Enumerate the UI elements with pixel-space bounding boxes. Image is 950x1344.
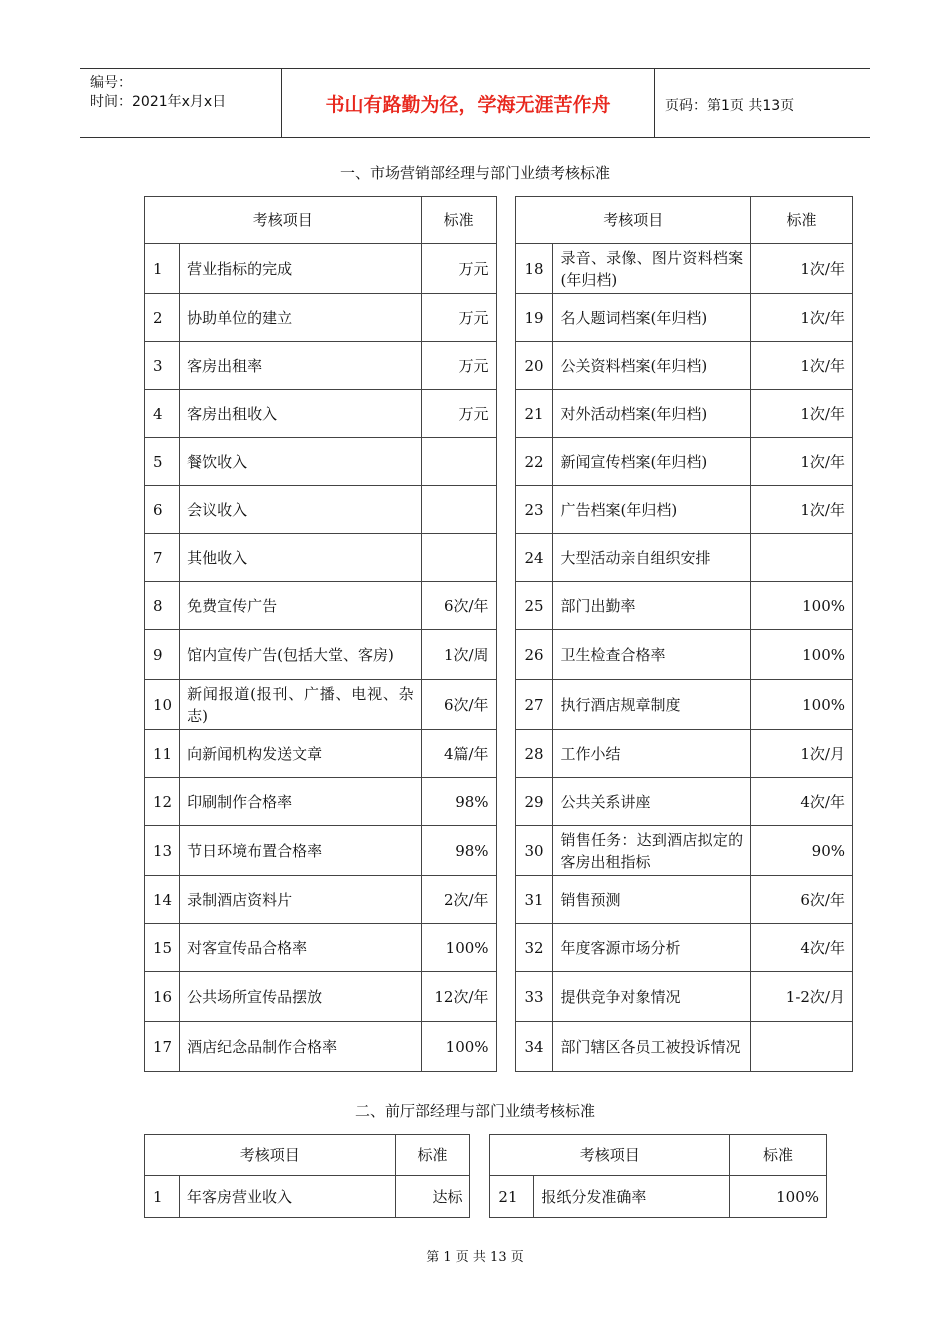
table-gap xyxy=(496,342,516,390)
row-number: 25 xyxy=(516,582,553,630)
row-item: 营业指标的完成 xyxy=(180,244,422,294)
row-standard: 100% xyxy=(751,582,853,630)
row-number: 23 xyxy=(516,486,553,534)
row-item: 执行酒店规章制度 xyxy=(553,680,751,730)
row-number: 21 xyxy=(490,1176,534,1218)
table-gap xyxy=(496,924,516,972)
row-standard: 1-2次/月 xyxy=(751,972,853,1022)
row-standard xyxy=(421,486,496,534)
table-row xyxy=(145,876,853,924)
table-row xyxy=(145,1176,827,1218)
table-gap xyxy=(496,390,516,438)
table-gap xyxy=(470,1135,490,1176)
table-gap xyxy=(496,438,516,486)
row-number: 13 xyxy=(145,826,180,876)
row-item: 新闻宣传档案(年归档) xyxy=(553,438,751,486)
row-standard: 100% xyxy=(421,1022,496,1072)
table-row xyxy=(145,826,853,876)
row-standard: 12次/年 xyxy=(421,972,496,1022)
row-standard: 2次/年 xyxy=(421,876,496,924)
row-number: 9 xyxy=(145,630,180,680)
row-item: 大型活动亲自组织安排 xyxy=(553,534,751,582)
table-gap xyxy=(496,630,516,680)
row-standard: 1次/月 xyxy=(751,730,853,778)
table-row xyxy=(145,730,853,778)
table-gap xyxy=(496,486,516,534)
section2-table xyxy=(144,1134,827,1218)
row-number: 11 xyxy=(145,730,180,778)
table-row xyxy=(145,1022,853,1072)
table-header-row xyxy=(145,1135,827,1176)
header-motto: 书山有路勤为径，学海无涯苦作舟 xyxy=(282,69,655,137)
row-item: 部门辖区各员工被投诉情况 xyxy=(553,1022,751,1072)
row-item: 工作小结 xyxy=(553,730,751,778)
row-standard: 达标 xyxy=(395,1176,470,1218)
row-item: 节日环境布置合格率 xyxy=(180,826,422,876)
header-meta-cell xyxy=(80,69,282,137)
row-item: 印刷制作合格率 xyxy=(180,778,422,826)
table-gap xyxy=(496,534,516,582)
row-item: 客房出租率 xyxy=(180,342,422,390)
col-header-item: 考核项目 xyxy=(490,1135,730,1176)
col-header-std: 标准 xyxy=(730,1135,827,1176)
row-item: 部门出勤率 xyxy=(553,582,751,630)
row-item: 协助单位的建立 xyxy=(180,294,422,342)
row-standard: 万元 xyxy=(421,390,496,438)
row-standard: 1次/年 xyxy=(751,390,853,438)
table-row xyxy=(145,924,853,972)
col-header-item: 考核项目 xyxy=(145,1135,396,1176)
row-item: 年度客源市场分析 xyxy=(553,924,751,972)
row-standard: 100% xyxy=(751,630,853,680)
row-item: 录制酒店资料片 xyxy=(180,876,422,924)
row-standard: 98% xyxy=(421,778,496,826)
row-number: 15 xyxy=(145,924,180,972)
table-row xyxy=(145,534,853,582)
row-number: 34 xyxy=(516,1022,553,1072)
table-row xyxy=(145,486,853,534)
row-standard: 6次/年 xyxy=(421,680,496,730)
row-standard: 98% xyxy=(421,826,496,876)
row-number: 14 xyxy=(145,876,180,924)
section1-title: 一、市场营销部经理与部门业绩考核标准 xyxy=(339,164,610,182)
row-number: 32 xyxy=(516,924,553,972)
row-item: 提供竞争对象情况 xyxy=(553,972,751,1022)
row-number: 16 xyxy=(145,972,180,1022)
table-row xyxy=(145,582,853,630)
row-item: 新闻报道(报刊、广播、电视、杂志) xyxy=(180,680,422,730)
row-item: 客房出租收入 xyxy=(180,390,422,438)
table-row xyxy=(145,778,853,826)
table-row xyxy=(145,680,853,730)
table-gap xyxy=(496,876,516,924)
row-item: 广告档案(年归档) xyxy=(553,486,751,534)
row-number: 8 xyxy=(145,582,180,630)
row-number: 7 xyxy=(145,534,180,582)
col-header-item: 考核项目 xyxy=(145,197,422,244)
row-number: 22 xyxy=(516,438,553,486)
table-row xyxy=(145,390,853,438)
row-number: 5 xyxy=(145,438,180,486)
row-standard: 4次/年 xyxy=(751,778,853,826)
col-header-std: 标准 xyxy=(421,197,496,244)
row-standard xyxy=(751,1022,853,1072)
row-number: 31 xyxy=(516,876,553,924)
row-standard: 万元 xyxy=(421,294,496,342)
row-item: 公关资料档案(年归档) xyxy=(553,342,751,390)
row-item: 录音、录像、图片资料档案(年归档) xyxy=(553,244,751,294)
row-item: 公共关系讲座 xyxy=(553,778,751,826)
row-number: 1 xyxy=(145,244,180,294)
row-number: 27 xyxy=(516,680,553,730)
table-gap xyxy=(496,1022,516,1072)
row-number: 17 xyxy=(145,1022,180,1072)
table-gap xyxy=(496,778,516,826)
row-standard: 1次/年 xyxy=(751,342,853,390)
table-gap xyxy=(496,680,516,730)
table-header-row xyxy=(145,197,853,244)
row-standard xyxy=(421,534,496,582)
row-standard: 4次/年 xyxy=(751,924,853,972)
row-number: 24 xyxy=(516,534,553,582)
row-standard: 4篇/年 xyxy=(421,730,496,778)
row-item: 其他收入 xyxy=(180,534,422,582)
table-gap xyxy=(496,197,516,244)
table-gap xyxy=(496,826,516,876)
row-item: 报纸分发准确率 xyxy=(534,1176,730,1218)
table-gap xyxy=(496,582,516,630)
row-standard: 1次/年 xyxy=(751,438,853,486)
row-number: 2 xyxy=(145,294,180,342)
header-page-info: 页码：第1页 共13页 xyxy=(665,98,795,114)
row-number: 33 xyxy=(516,972,553,1022)
row-standard: 万元 xyxy=(421,244,496,294)
row-item: 年客房营业收入 xyxy=(179,1176,395,1218)
row-number: 1 xyxy=(145,1176,180,1218)
document-number-label: 编号： xyxy=(90,75,132,91)
table-row xyxy=(145,294,853,342)
row-number: 21 xyxy=(516,390,553,438)
table-row xyxy=(145,342,853,390)
row-item: 馆内宣传广告(包括大堂、客房) xyxy=(180,630,422,680)
document-time-label: 时间：2021年x月x日 xyxy=(90,94,227,110)
page-footer: 第 1 页 共 13 页 xyxy=(426,1250,524,1265)
row-item: 销售预测 xyxy=(553,876,751,924)
table-gap xyxy=(470,1176,490,1218)
table-gap xyxy=(496,730,516,778)
row-item: 免费宣传广告 xyxy=(180,582,422,630)
row-standard: 100% xyxy=(421,924,496,972)
row-item: 名人题词档案(年归档) xyxy=(553,294,751,342)
row-item: 向新闻机构发送文章 xyxy=(180,730,422,778)
row-standard: 6次/年 xyxy=(751,876,853,924)
row-standard: 100% xyxy=(751,680,853,730)
col-header-std: 标准 xyxy=(395,1135,470,1176)
row-item: 对客宣传品合格率 xyxy=(180,924,422,972)
table-gap xyxy=(496,294,516,342)
row-standard: 1次/年 xyxy=(751,244,853,294)
section1-table xyxy=(144,196,853,1072)
row-number: 6 xyxy=(145,486,180,534)
row-item: 餐饮收入 xyxy=(180,438,422,486)
document-header xyxy=(80,68,870,138)
row-standard: 100% xyxy=(730,1176,827,1218)
row-number: 28 xyxy=(516,730,553,778)
row-item: 酒店纪念品制作合格率 xyxy=(180,1022,422,1072)
table-gap xyxy=(496,972,516,1022)
row-item: 会议收入 xyxy=(180,486,422,534)
row-standard xyxy=(751,534,853,582)
table-gap xyxy=(496,244,516,294)
row-item: 公共场所宣传品摆放 xyxy=(180,972,422,1022)
row-standard: 90% xyxy=(751,826,853,876)
row-number: 30 xyxy=(516,826,553,876)
col-header-item: 考核项目 xyxy=(516,197,751,244)
table-row xyxy=(145,244,853,294)
col-header-std: 标准 xyxy=(751,197,853,244)
row-item: 对外活动档案(年归档) xyxy=(553,390,751,438)
table-row xyxy=(145,438,853,486)
row-standard: 1次/年 xyxy=(751,486,853,534)
row-number: 12 xyxy=(145,778,180,826)
row-standard: 万元 xyxy=(421,342,496,390)
row-item: 销售任务：达到酒店拟定的客房出租指标 xyxy=(553,826,751,876)
row-number: 19 xyxy=(516,294,553,342)
row-standard xyxy=(421,438,496,486)
table-row xyxy=(145,972,853,1022)
row-number: 10 xyxy=(145,680,180,730)
row-standard: 1次/周 xyxy=(421,630,496,680)
section2-title: 二、前厅部经理与部门业绩考核标准 xyxy=(354,1102,595,1120)
row-number: 3 xyxy=(145,342,180,390)
row-number: 4 xyxy=(145,390,180,438)
row-item: 卫生检查合格率 xyxy=(553,630,751,680)
table-row xyxy=(145,630,853,680)
row-number: 26 xyxy=(516,630,553,680)
row-number: 29 xyxy=(516,778,553,826)
row-number: 20 xyxy=(516,342,553,390)
row-number: 18 xyxy=(516,244,553,294)
row-standard: 6次/年 xyxy=(421,582,496,630)
row-standard: 1次/年 xyxy=(751,294,853,342)
